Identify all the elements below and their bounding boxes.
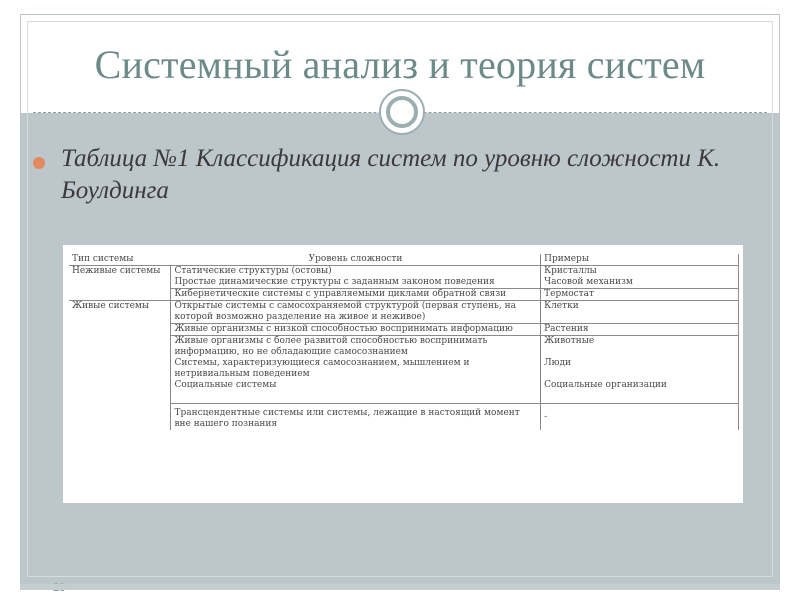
level-cell: Социальные системы bbox=[171, 380, 541, 404]
classification-table bbox=[69, 254, 739, 430]
level-cell: Открытые системы с самосохраняемой структурой (первая ступень, на которой возможно разделение на живое и неживое) bbox=[171, 301, 541, 324]
example-cell: Растения bbox=[541, 324, 739, 336]
example-cell: Люди bbox=[541, 358, 739, 380]
bottom-bar bbox=[20, 584, 780, 590]
level-cell: Трансцендентные системы или системы, лежащие в настоящий момент вне нашего познания bbox=[171, 404, 541, 431]
slide-title: Системный анализ и теория систем bbox=[94, 42, 706, 87]
example-cell: Термостат bbox=[541, 289, 739, 301]
example-cell: Часовой механизм bbox=[541, 277, 739, 289]
level-cell: Кибернетические системы с управляемыми циклами обратной связи bbox=[171, 289, 541, 301]
circle-ornament-icon bbox=[379, 89, 425, 135]
example-cell: Клетки bbox=[541, 301, 739, 324]
header-type: Тип системы bbox=[69, 254, 171, 266]
example-cell: - bbox=[541, 404, 739, 431]
table-header-row bbox=[69, 254, 739, 266]
group-type: Неживые системы bbox=[69, 266, 171, 301]
header-level: Уровень сложности bbox=[171, 254, 541, 266]
example-cell: Кристаллы bbox=[541, 266, 739, 278]
table-image bbox=[63, 245, 743, 503]
slide bbox=[20, 14, 780, 584]
example-cell: Животные bbox=[541, 336, 739, 359]
bullet-icon bbox=[33, 157, 45, 169]
circle-ornament-inner bbox=[386, 96, 418, 128]
level-cell: Живые организмы с низкой способностью воспринимать информацию bbox=[171, 324, 541, 336]
header-examples: Примеры bbox=[541, 254, 739, 266]
slide-heading: Таблица №1 Классификация систем по уровню сложности К. Боулдинга bbox=[61, 145, 721, 204]
level-cell: Системы, характеризующиеся самосознанием, мышлением и нетривиальным поведением bbox=[171, 358, 541, 380]
table-row bbox=[69, 301, 739, 324]
group-type: Живые системы bbox=[72, 301, 150, 311]
example-cell: Социальные организации bbox=[541, 380, 739, 404]
level-cell: Простые динамические структуры с заданным законом поведения bbox=[171, 277, 541, 289]
table-row bbox=[69, 266, 739, 278]
level-cell: Живые организмы с более развитой способностью воспринимать информацию, но не обладающие самосознанием bbox=[171, 336, 541, 359]
level-cell: Статические структуры (остовы) bbox=[171, 266, 541, 278]
